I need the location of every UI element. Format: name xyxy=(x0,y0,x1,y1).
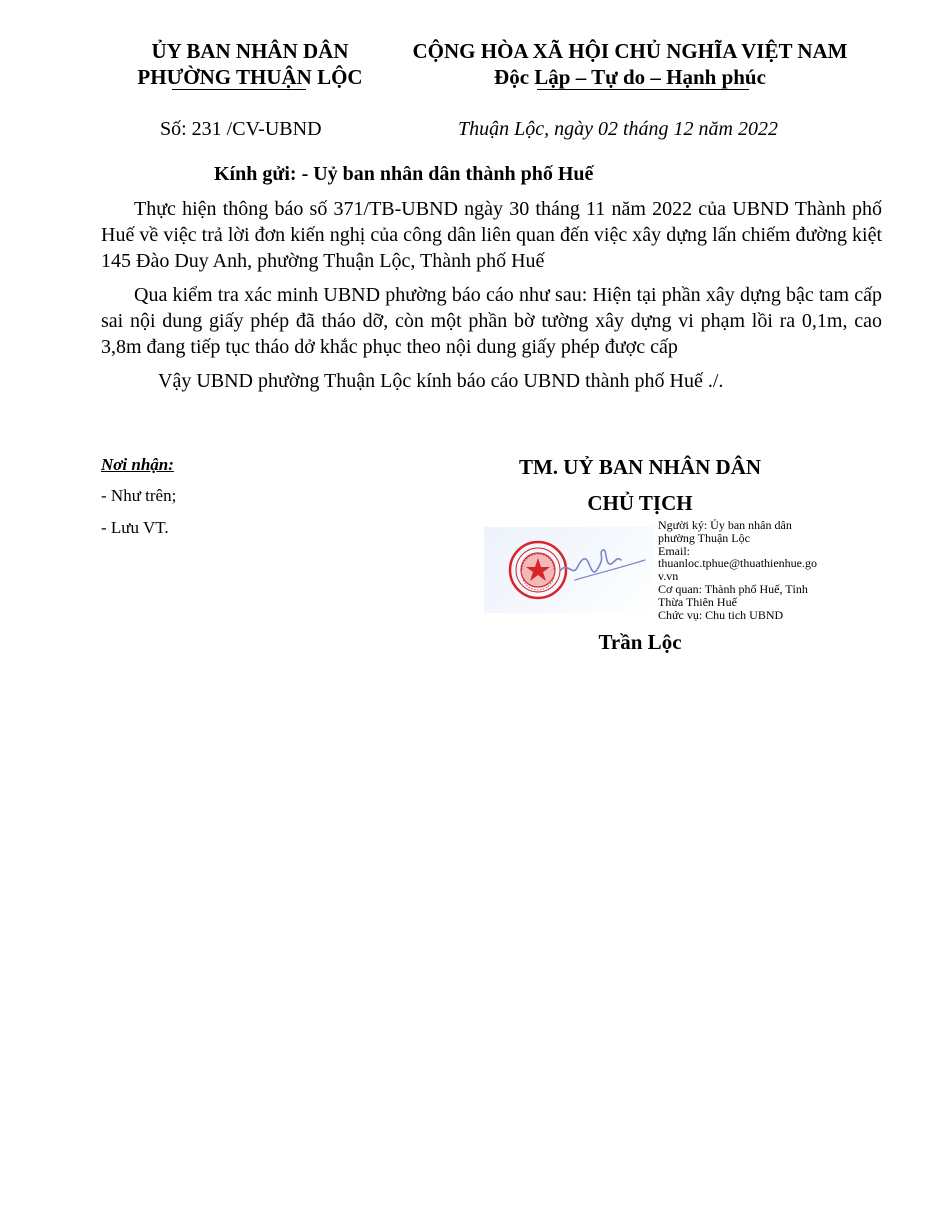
recipient-item: - Lưu VT. xyxy=(101,518,169,537)
sig-info-line: Chức vụ: Chu tich UBND xyxy=(658,607,784,622)
sig-info-line: Người ký: Ủy ban nhân dân xyxy=(658,518,792,532)
document-number: Số: 231 /CV-UBND xyxy=(160,118,322,140)
body-paragraph-1: Thực hiện thông báo số 371/TB-UBND ngày 30 tháng 11 năm 2022 của UBND Thành phố Huế về việc trả lời đơn kiến nghị của công dân liên quan đến việc xây dựng lấn chiếm đường kiệt 145 Đào Duy Anh, phường Thuận Lộc, Thành phố Huế xyxy=(101,198,882,272)
national-motto xyxy=(390,38,870,90)
signer-name: Trần Lộc xyxy=(598,630,682,654)
body-paragraph-2: Qua kiểm tra xác minh UBND phường báo cáo như sau: Hiện tại phần xây dựng bậc tam cấp sai nội dung giấy phép đã tháo dỡ, còn một phần bờ tường xây dựng vi phạm lồi ra 0,1m, cao 3,8m đang tiếp tục tháo dở khắc phục theo nội dung giấy phép được cấp xyxy=(101,284,882,358)
addressee-line: Kính gửi: - Uỷ ban nhân dân thành phố Huế xyxy=(214,163,594,185)
org-underline xyxy=(172,89,306,90)
sig-info-line: Cơ quan: Thành phố Huế, Tỉnh xyxy=(658,581,808,596)
nation-line-2: Độc Lập – Tự do – Hạnh phúc xyxy=(494,65,766,89)
signature-on-behalf: TM. UỶ BAN NHÂN DÂN xyxy=(518,455,762,479)
org-line-2: PHƯỜNG THUẬN LỘC xyxy=(137,65,363,89)
issuing-organization xyxy=(100,38,400,90)
body-paragraph-3: Vậy UBND phường Thuận Lộc kính báo cáo UBND thành phố Huế ./. xyxy=(158,370,724,392)
sig-info-line: Email: xyxy=(658,543,690,558)
recipient-item: - Như trên; xyxy=(101,486,177,505)
sig-info-line: Thừa Thiên Huế xyxy=(658,594,737,609)
recipients-title: Nơi nhận: xyxy=(101,455,174,474)
nation-line-1: CỘNG HÒA XÃ HỘI CHỦ NGHĨA VIỆT NAM xyxy=(412,39,848,63)
document-date: Thuận Lộc, ngày 02 tháng 12 năm 2022 xyxy=(458,118,778,140)
org-line-1: ỦY BAN NHÂN DÂN xyxy=(151,39,349,63)
signature-position: CHỦ TỊCH xyxy=(587,491,693,515)
sig-info-line: thuanloc.tphue@thuathienhue.go xyxy=(658,556,818,571)
sig-info-line: v.vn xyxy=(658,569,679,584)
sig-info-line: phường Thuận Lộc xyxy=(658,530,750,545)
motto-underline xyxy=(537,89,749,90)
digital-signature-info xyxy=(658,519,838,621)
handwritten-signature-icon xyxy=(555,540,650,590)
